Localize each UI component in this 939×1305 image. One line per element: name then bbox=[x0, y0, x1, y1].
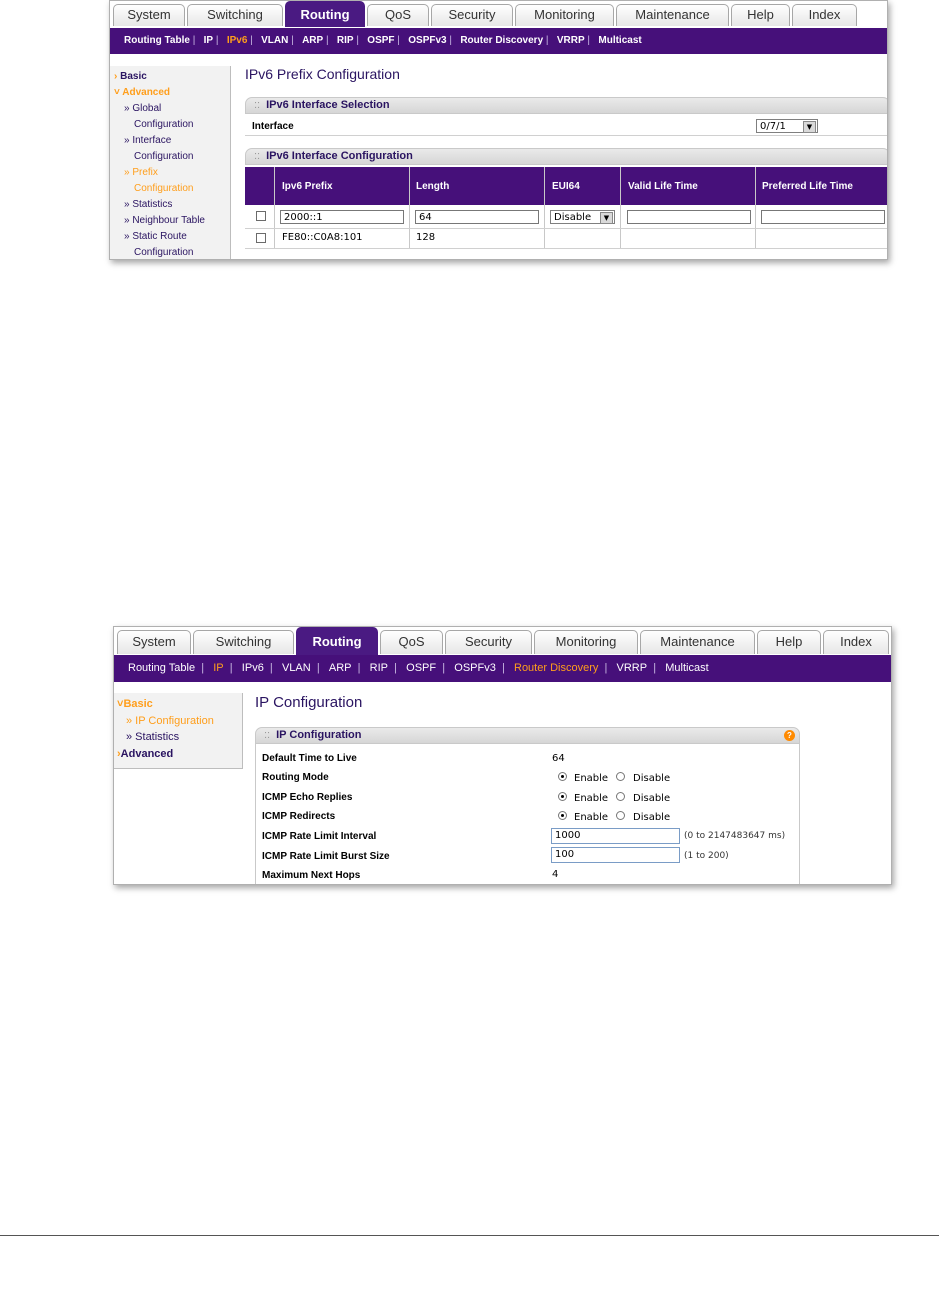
length-value: 128 bbox=[416, 232, 436, 243]
col-preferred-life-time: Preferred Life Time bbox=[762, 181, 853, 192]
routing-mode-disable-label: Disable bbox=[633, 773, 671, 784]
sidebar-advanced[interactable]: ˅ Advanced bbox=[114, 87, 171, 98]
tab-qos[interactable]: QoS bbox=[380, 630, 443, 654]
col-valid-life-time: Valid Life Time bbox=[628, 181, 698, 192]
sidebar-item-global-configuration[interactable]: Configuration bbox=[134, 119, 194, 130]
sidebar-item-global[interactable]: » Global bbox=[124, 103, 162, 114]
tab-help[interactable]: Help bbox=[731, 4, 790, 26]
subnav-ip[interactable]: IP bbox=[203, 35, 214, 46]
subnav-routing-table[interactable]: Routing Table bbox=[124, 35, 190, 46]
icmp-rate-limit-interval-hint: (0 to 2147483647 ms) bbox=[684, 831, 786, 841]
subnav-ip[interactable]: IP bbox=[213, 662, 224, 674]
sidebar bbox=[110, 66, 231, 259]
tab-routing[interactable]: Routing bbox=[296, 627, 378, 655]
table-divider bbox=[755, 167, 756, 249]
icmp-redirects-disable-radio[interactable] bbox=[616, 811, 625, 820]
subnav-ospfv3[interactable]: OSPFv3 bbox=[408, 35, 447, 46]
col-length: Length bbox=[416, 181, 450, 192]
tab-security[interactable]: Security bbox=[431, 4, 513, 26]
tab-monitoring[interactable]: Monitoring bbox=[534, 630, 638, 654]
subnav-rip[interactable]: RIP bbox=[369, 662, 388, 674]
sidebar-item-neighbour-table[interactable]: » Neighbour Table bbox=[124, 215, 205, 226]
sidebar-item-statistics[interactable]: » Statistics bbox=[126, 731, 180, 743]
sidebar-basic[interactable]: ˅Basic bbox=[117, 698, 153, 710]
sidebar-item-prefix[interactable]: » Prefix bbox=[124, 167, 158, 178]
table-divider bbox=[409, 167, 410, 249]
routing-mode-disable-radio[interactable] bbox=[616, 772, 625, 781]
valid-life-time-input[interactable] bbox=[627, 210, 751, 224]
divider bbox=[245, 248, 888, 249]
subnav-vrrp[interactable]: VRRP bbox=[616, 662, 648, 674]
maximum-next-hops-label: Maximum Next Hops bbox=[262, 870, 361, 881]
section-interface-selection-header: :: IPv6 Interface Selection bbox=[245, 97, 888, 114]
tab-index[interactable]: Index bbox=[792, 4, 857, 26]
sidebar bbox=[114, 693, 243, 769]
sidebar-item-prefix-configuration[interactable]: Configuration bbox=[134, 183, 194, 194]
subnav-ipv6[interactable]: IPv6 bbox=[241, 662, 264, 674]
table-divider bbox=[620, 167, 621, 249]
sidebar-item-static-route-configuration[interactable]: Configuration bbox=[134, 247, 194, 258]
tab-maintenance[interactable]: Maintenance bbox=[640, 630, 755, 654]
icmp-rate-limit-interval-label: ICMP Rate Limit Interval bbox=[262, 831, 377, 842]
length-input[interactable]: 64 bbox=[415, 210, 539, 224]
main-tabs bbox=[114, 627, 891, 655]
sub-navigation: Routing Table | IP | IPv6 | VLAN | ARP | RIP | OSPF | OSPFv3 | Router Discovery | VRRP | Multicast bbox=[110, 28, 887, 54]
subnav-vlan[interactable]: VLAN bbox=[281, 662, 311, 674]
tab-qos[interactable]: QoS bbox=[367, 4, 429, 26]
tab-routing[interactable]: Routing bbox=[285, 1, 365, 27]
preferred-life-time-input[interactable] bbox=[761, 210, 885, 224]
ipv6-prefix-input[interactable]: 2000::1 bbox=[280, 210, 404, 224]
subnav-ospf[interactable]: OSPF bbox=[367, 35, 395, 46]
row-select-checkbox[interactable] bbox=[256, 233, 266, 243]
chevron-down-icon: ▼ bbox=[600, 212, 613, 224]
page-title: IP Configuration bbox=[255, 694, 363, 711]
icmp-redirects-enable-label: Enable bbox=[574, 812, 609, 823]
icmp-echo-replies-label: ICMP Echo Replies bbox=[262, 792, 353, 803]
icmp-rate-limit-interval-input[interactable]: 1000 bbox=[551, 828, 680, 844]
routing-mode-enable-radio[interactable] bbox=[558, 772, 567, 781]
sidebar-item-static-route[interactable]: » Static Route bbox=[124, 231, 187, 242]
subnav-multicast[interactable]: Multicast bbox=[665, 662, 709, 674]
tab-switching[interactable]: Switching bbox=[187, 4, 283, 26]
subnav-router-discovery[interactable]: Router Discovery bbox=[514, 662, 599, 674]
divider bbox=[245, 135, 888, 136]
tab-system[interactable]: System bbox=[113, 4, 185, 26]
page-footer-rule bbox=[0, 1235, 939, 1236]
subnav-routing-table[interactable]: Routing Table bbox=[128, 662, 196, 674]
routing-mode-label: Routing Mode bbox=[262, 772, 329, 783]
table-divider bbox=[274, 167, 275, 249]
col-eui64: EUI64 bbox=[552, 181, 580, 192]
section-interface-configuration-header: :: IPv6 Interface Configuration bbox=[245, 148, 888, 165]
section-ip-configuration-header: :: IP Configuration ? bbox=[255, 727, 800, 744]
page-title: IPv6 Prefix Configuration bbox=[245, 66, 400, 82]
maximum-next-hops-value: 4 bbox=[552, 869, 559, 880]
tab-help[interactable]: Help bbox=[757, 630, 821, 654]
icmp-echo-enable-radio[interactable] bbox=[558, 792, 567, 801]
sidebar-item-statistics[interactable]: » Statistics bbox=[124, 199, 173, 210]
eui64-select[interactable]: Disable ▼ bbox=[550, 210, 615, 224]
tab-switching[interactable]: Switching bbox=[193, 630, 294, 654]
sidebar-advanced[interactable]: ›Advanced bbox=[117, 748, 174, 760]
subnav-vrrp[interactable]: VRRP bbox=[556, 35, 585, 46]
ipv6-prefix-value: FE80::C0A8:101 bbox=[282, 232, 363, 243]
icmp-echo-disable-label: Disable bbox=[633, 793, 671, 804]
icmp-rate-limit-burst-label: ICMP Rate Limit Burst Size bbox=[262, 851, 390, 862]
icmp-echo-disable-radio[interactable] bbox=[616, 792, 625, 801]
screenshot-ip-configuration bbox=[113, 626, 892, 885]
chevron-down-icon: ▼ bbox=[803, 121, 816, 133]
tab-system[interactable]: System bbox=[117, 630, 191, 654]
subnav-vlan[interactable]: VLAN bbox=[261, 35, 289, 46]
subnav-rip[interactable]: RIP bbox=[336, 35, 354, 46]
tab-monitoring[interactable]: Monitoring bbox=[515, 4, 614, 26]
subnav-arp[interactable]: ARP bbox=[302, 35, 324, 46]
tab-index[interactable]: Index bbox=[823, 630, 889, 654]
icmp-redirects-disable-label: Disable bbox=[633, 812, 671, 823]
screenshot-ipv6-prefix bbox=[109, 0, 888, 260]
row-select-checkbox[interactable] bbox=[256, 211, 266, 221]
col-ipv6-prefix: Ipv6 Prefix bbox=[282, 181, 333, 192]
main-tabs bbox=[110, 1, 887, 28]
sidebar-item-interface[interactable]: » Interface bbox=[124, 135, 172, 146]
default-ttl-label: Default Time to Live bbox=[262, 753, 357, 764]
sidebar-item-interface-configuration[interactable]: Configuration bbox=[134, 151, 194, 162]
icmp-redirects-label: ICMP Redirects bbox=[262, 811, 336, 822]
sub-navigation: Routing Table | IP | IPv6 | VLAN | ARP | RIP | OSPF | OSPFv3 | Router Discovery | VRRP | Multicast bbox=[114, 655, 891, 682]
icmp-echo-enable-label: Enable bbox=[574, 793, 609, 804]
subnav-ospf[interactable]: OSPF bbox=[406, 662, 437, 674]
help-icon[interactable]: ? bbox=[784, 730, 795, 741]
tab-maintenance[interactable]: Maintenance bbox=[616, 4, 729, 26]
icmp-rate-limit-burst-hint: (1 to 200) bbox=[684, 851, 729, 861]
subnav-multicast[interactable]: Multicast bbox=[598, 35, 642, 46]
sidebar-basic[interactable]: › Basic bbox=[114, 71, 147, 82]
routing-mode-enable-label: Enable bbox=[574, 773, 609, 784]
table-divider bbox=[544, 167, 545, 249]
icmp-rate-limit-burst-input[interactable]: 100 bbox=[551, 847, 680, 863]
subnav-ipv6[interactable]: IPv6 bbox=[226, 35, 248, 46]
ip-config-panel bbox=[255, 744, 800, 884]
divider bbox=[245, 228, 888, 229]
sidebar-item-ip-configuration[interactable]: » IP Configuration bbox=[126, 715, 214, 727]
default-ttl-value: 64 bbox=[552, 753, 565, 764]
subnav-router-discovery[interactable]: Router Discovery bbox=[460, 35, 544, 46]
subnav-arp[interactable]: ARP bbox=[328, 662, 352, 674]
subnav-ospfv3[interactable]: OSPFv3 bbox=[454, 662, 496, 674]
interface-select[interactable]: 0/7/1 ▼ bbox=[756, 119, 818, 133]
icmp-redirects-enable-radio[interactable] bbox=[558, 811, 567, 820]
tab-security[interactable]: Security bbox=[445, 630, 532, 654]
interface-label: Interface bbox=[252, 121, 294, 132]
